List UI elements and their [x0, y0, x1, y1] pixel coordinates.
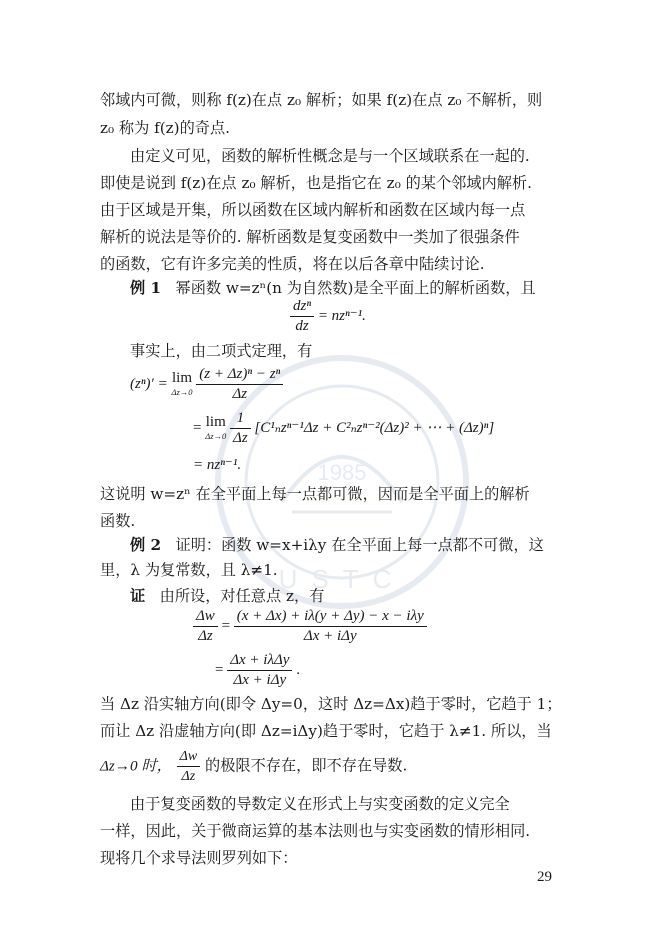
proof-text: 由所设，对任意点 z，有 — [159, 587, 325, 605]
proof-equation-2: = $\frac{\text{Δx + iλΔy}}{\text{Δx + iΔy}}$ . — [215, 652, 300, 688]
text-line: 里，λ 为复常数，且 λ≠1. — [100, 561, 278, 579]
fraction: $\frac{\Delta w}{\Delta z}$ — [193, 608, 218, 645]
text-line: 当 Δz 沿实轴方向(即令 Δy=0，这时 Δz=Δx)趋于零时，它趋于 1； — [100, 695, 562, 713]
fraction: $\frac{1}{\Delta z}$ — [230, 410, 251, 447]
text-line: 的函数，它有许多完美的性质，将在以后各章中陆续讨论. — [100, 255, 485, 273]
derivation-line-2: = lim Δz→0 $\frac{1}{\Delta z}$ [C¹ₙzⁿ⁻¹Δz + C²ₙzⁿ⁻²(Δz)² + ⋯ + (Δz)ⁿ] — [193, 410, 495, 446]
page-number: 29 — [537, 869, 552, 885]
fraction: $\frac{\text{(z + Δz)ⁿ − zⁿ}}{\Delta z}$ — [196, 366, 283, 403]
derivation-line-3: = nzⁿ⁻¹. — [193, 457, 242, 473]
example-1-heading — [130, 277, 578, 299]
limit: lim Δz→0 — [171, 369, 193, 397]
text-line: 函数. — [100, 512, 136, 530]
example-label: 例 2 — [130, 536, 162, 554]
example-text: 幂函数 w=zⁿ(n 为自然数)是全平面上的解析函数，且 — [175, 279, 536, 297]
example-2-heading — [130, 534, 578, 556]
text-line: 由于复变函数的导数定义在形式上与实变函数的定义完全 — [130, 795, 510, 813]
text-line: 由定义可见，函数的解析性概念是与一个区域联系在一起的. — [130, 147, 530, 165]
proof-label: 证 — [130, 587, 146, 605]
text-line: z₀ 称为 f(z)的奇点. — [100, 119, 230, 137]
text-line: 现将几个求导法则罗列如下： — [100, 849, 298, 867]
example-label: 例 1 — [130, 279, 162, 297]
text-line: 即使是说到 f(z)在点 z₀ 解析，也是指它在 z₀ 的某个邻域内解析. — [100, 174, 532, 192]
seal-year: 1985 — [317, 460, 367, 485]
fraction: $\frac{\text{dzⁿ}}{dz}$ — [290, 298, 314, 335]
text-line: 解析的说法是等价的. 解析函数是复变函数中一类加了很强条件 — [100, 228, 520, 246]
seal-letters: USTC — [278, 564, 406, 594]
text-line: 邻域内可微，则称 f(z)在点 z₀ 解析；如果 f(z)在点 z₀ 不解析，则 — [100, 91, 543, 109]
derivation-line-1: (zⁿ)′ = lim Δz→0 $\frac{\text{(z + Δz)ⁿ − zⁿ}}{\Delta z}$ — [130, 366, 283, 403]
proof-equation-1: $\frac{\Delta w}{\Delta z}$ = $\frac{\text{(x + Δx) + iλ(y + Δy) − x − iλy}}{\text{Δx + iΔy}}$ — [193, 608, 427, 645]
text-line: 事实上，由二项式定理，有 — [130, 342, 313, 360]
proof-heading — [130, 585, 578, 607]
text-line-with-fraction: Δz→0 时， $\frac{\Delta w}{\Delta z}$ 的极限不存在，即不存在导数. — [100, 749, 408, 784]
text-line: 而让 Δz 沿虚轴方向(即 Δz=iΔy)趋于零时，它趋于 λ≠1. 所以，当 — [100, 722, 552, 740]
equation-derivative-power: $\frac{\text{dzⁿ}}{dz}$ = nzⁿ⁻¹. — [290, 298, 366, 335]
text-line: 这说明 w=zⁿ 在全平面上每一点都可微，因而是全平面上的解析 — [100, 485, 530, 503]
fraction: $\frac{\text{Δx + iλΔy}}{\text{Δx + iΔy}}$ — [227, 652, 292, 689]
limit: lim Δz→0 — [205, 413, 227, 441]
example-text: 证明：函数 w=x+iλy 在全平面上每一点都不可微，这 — [175, 536, 544, 554]
text-line: 一样，因此，关于微商运算的基本法则也与实变函数的情形相同. — [100, 822, 531, 840]
fraction: $\frac{\Delta w}{\Delta z}$ — [177, 748, 201, 785]
fraction: $\frac{\text{(x + Δx) + iλ(y + Δy) − x − iλy}}{\text{Δx + iΔy}}$ — [234, 608, 427, 645]
text-line: 由于区域是开集，所以函数在区域内解析和函数在区域内每一点 — [100, 201, 526, 219]
